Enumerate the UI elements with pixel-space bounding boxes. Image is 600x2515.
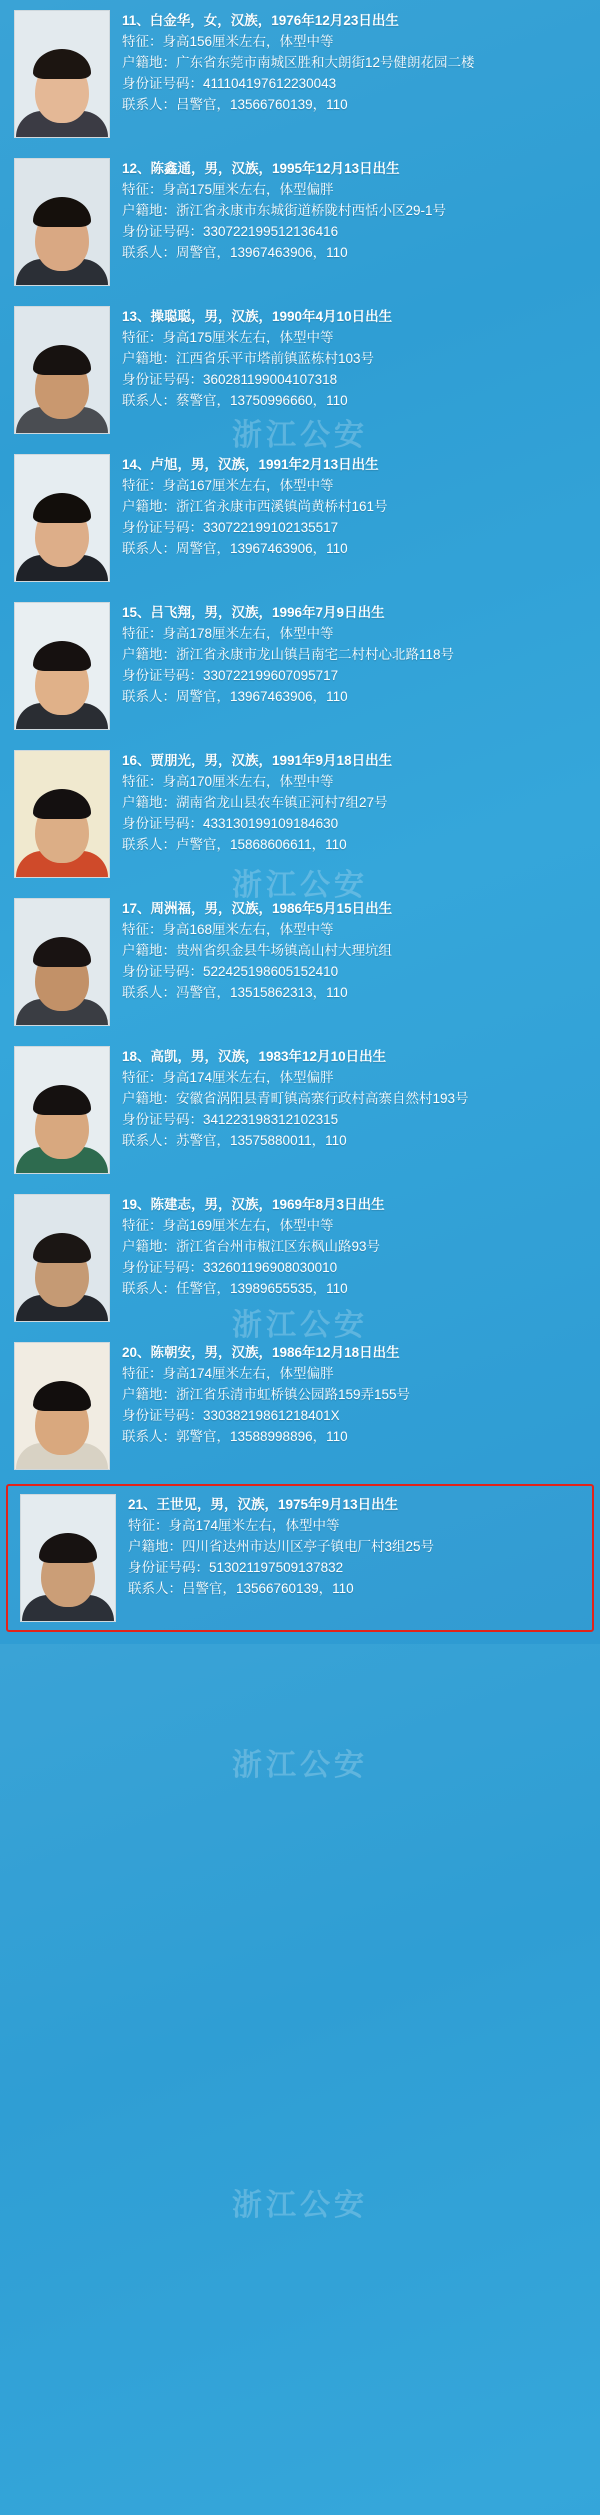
person-feature-line: 特征：身高175厘米左右，体型中等 — [122, 330, 334, 345]
person-contact-line: 联系人：冯警官，13515862313，110 — [122, 985, 348, 1000]
person-household-line: 户籍地：广东省东莞市南城区胜和大朗街12号健朗花园二楼 — [122, 55, 475, 70]
person-entry — [0, 1036, 600, 1184]
person-info — [110, 10, 588, 115]
person-id-line: 身份证号码：332601196908030010 — [122, 1260, 338, 1275]
person-feature-line: 特征：身高178厘米左右，体型中等 — [122, 626, 334, 641]
person-feature-line: 特征：身高174厘米左右，体型偏胖 — [122, 1366, 334, 1381]
person-info — [110, 602, 588, 707]
person-feature-line: 特征：身高174厘米左右，体型中等 — [128, 1518, 340, 1533]
person-name-line: 19、陈建志，男，汉族，1969年8月3日出生 — [122, 1197, 385, 1212]
person-id-line: 身份证号码：341223198312102315 — [122, 1112, 339, 1127]
person-household-line: 户籍地：四川省达州市达川区亭子镇电厂村3组25号 — [128, 1539, 435, 1554]
person-name-line: 11、白金华，女，汉族，1976年12月23日出生 — [122, 13, 399, 28]
person-info — [110, 1046, 588, 1151]
person-contact-line: 联系人：周警官，13967463906，110 — [122, 541, 348, 556]
person-entry — [0, 444, 600, 592]
person-name-line: 12、陈鑫通，男，汉族，1995年12月13日出生 — [122, 161, 400, 176]
person-contact-line: 联系人：任警官，13989655535，110 — [122, 1281, 348, 1296]
person-id-line: 身份证号码：522425198605152410 — [122, 964, 339, 979]
person-entry — [0, 296, 600, 444]
person-feature-line: 特征：身高175厘米左右，体型偏胖 — [122, 182, 334, 197]
person-id-line: 身份证号码：33038219861218401X — [122, 1408, 340, 1423]
person-photo — [14, 1046, 110, 1174]
person-photo — [14, 898, 110, 1026]
person-contact-line: 联系人：蔡警官，13750996660，110 — [122, 393, 348, 408]
person-contact-line: 联系人：周警官，13967463906，110 — [122, 689, 348, 704]
person-id-line: 身份证号码：330722199607095717 — [122, 668, 339, 683]
person-household-line: 户籍地：江西省乐平市塔前镇蓝栋村103号 — [122, 351, 375, 366]
person-photo — [14, 306, 110, 434]
person-info — [110, 750, 588, 855]
person-entry — [0, 1184, 600, 1332]
person-feature-line: 特征：身高156厘米左右，体型中等 — [122, 34, 334, 49]
person-feature-line: 特征：身高169厘米左右，体型中等 — [122, 1218, 334, 1233]
person-id-line: 身份证号码：330722199512136416 — [122, 224, 339, 239]
person-feature-line: 特征：身高170厘米左右，体型中等 — [122, 774, 334, 789]
person-photo — [20, 1494, 116, 1622]
person-household-line: 户籍地：浙江省永康市西溪镇尚黄桥村161号 — [122, 499, 388, 514]
person-photo — [14, 10, 110, 138]
watermark: 浙江公安 — [232, 1309, 368, 1342]
person-photo — [14, 158, 110, 286]
person-feature-line: 特征：身高168厘米左右，体型中等 — [122, 922, 334, 937]
person-entry — [6, 1484, 594, 1632]
person-info — [110, 1194, 588, 1299]
person-photo — [14, 1194, 110, 1322]
person-name-line: 14、卢旭，男，汉族，1991年2月13日出生 — [122, 457, 379, 472]
person-id-line: 身份证号码：513021197509137832 — [128, 1560, 344, 1575]
person-name-line: 21、王世见，男，汉族，1975年9月13日出生 — [128, 1497, 399, 1512]
person-entry — [0, 592, 600, 740]
person-name-line: 20、陈朝安，男，汉族，1986年12月18日出生 — [122, 1345, 400, 1360]
person-name-line: 13、操聪聪，男，汉族，1990年4月10日出生 — [122, 309, 393, 324]
person-contact-line: 联系人：周警官，13967463906，110 — [122, 245, 348, 260]
person-household-line: 户籍地：安徽省涡阳县青町镇高寨行政村高寨自然村193号 — [122, 1091, 469, 1106]
person-info — [110, 1342, 588, 1447]
person-name-line: 16、贾朋光，男，汉族，1991年9月18日出生 — [122, 753, 393, 768]
watermark: 浙江公安 — [232, 2189, 368, 2222]
person-feature-line: 特征：身高167厘米左右，体型中等 — [122, 478, 334, 493]
person-feature-line: 特征：身高174厘米左右，体型偏胖 — [122, 1070, 334, 1085]
person-photo — [14, 750, 110, 878]
person-id-line: 身份证号码：330722199102135517 — [122, 520, 339, 535]
person-entry — [0, 1332, 600, 1480]
person-id-line: 身份证号码：411104197612230043 — [122, 76, 337, 91]
person-info — [110, 898, 588, 1003]
watermark: 浙江公安 — [232, 869, 368, 902]
person-household-line: 户籍地：浙江省永康市龙山镇吕南宅二村村心北路118号 — [122, 647, 455, 662]
person-entry — [0, 0, 600, 148]
watermark: 浙江公安 — [232, 1749, 368, 1782]
person-entry — [0, 148, 600, 296]
person-info — [110, 454, 588, 559]
person-contact-line: 联系人：吕警官，13566760139，110 — [122, 97, 348, 112]
person-photo — [14, 602, 110, 730]
person-household-line: 户籍地：贵州省织金县牛场镇高山村大理坑组 — [122, 943, 392, 958]
person-household-line: 户籍地：湖南省龙山县农车镇正河村7组27号 — [122, 795, 388, 810]
person-name-line: 18、高凯，男，汉族，1983年12月10日出生 — [122, 1049, 387, 1064]
person-photo — [14, 454, 110, 582]
person-photo — [14, 1342, 110, 1470]
person-household-line: 户籍地：浙江省乐清市虹桥镇公园路159弄155号 — [122, 1387, 411, 1402]
person-info — [116, 1494, 582, 1599]
person-contact-line: 联系人：卢警官，15868606611，110 — [122, 837, 347, 852]
person-household-line: 户籍地：浙江省永康市东城街道桥陇村西恬小区29-1号 — [122, 203, 447, 218]
person-contact-line: 联系人：郭警官，13588998896，110 — [122, 1429, 348, 1444]
person-entry — [0, 740, 600, 888]
person-id-line: 身份证号码：360281199004107318 — [122, 372, 338, 387]
person-contact-line: 联系人：吕警官，13566760139，110 — [128, 1581, 354, 1596]
person-info — [110, 158, 588, 263]
watermark: 浙江公安 — [232, 419, 368, 452]
person-name-line: 17、周洲福，男，汉族，1986年5月15日出生 — [122, 901, 393, 916]
person-entry — [0, 888, 600, 1036]
person-id-line: 身份证号码：433130199109184630 — [122, 816, 339, 831]
person-info — [110, 306, 588, 411]
person-household-line: 户籍地：浙江省台州市椒江区东枫山路93号 — [122, 1239, 381, 1254]
person-contact-line: 联系人：苏警官，13575880011，110 — [122, 1133, 347, 1148]
person-name-line: 15、吕飞翔，男，汉族，1996年7月9日出生 — [122, 605, 385, 620]
